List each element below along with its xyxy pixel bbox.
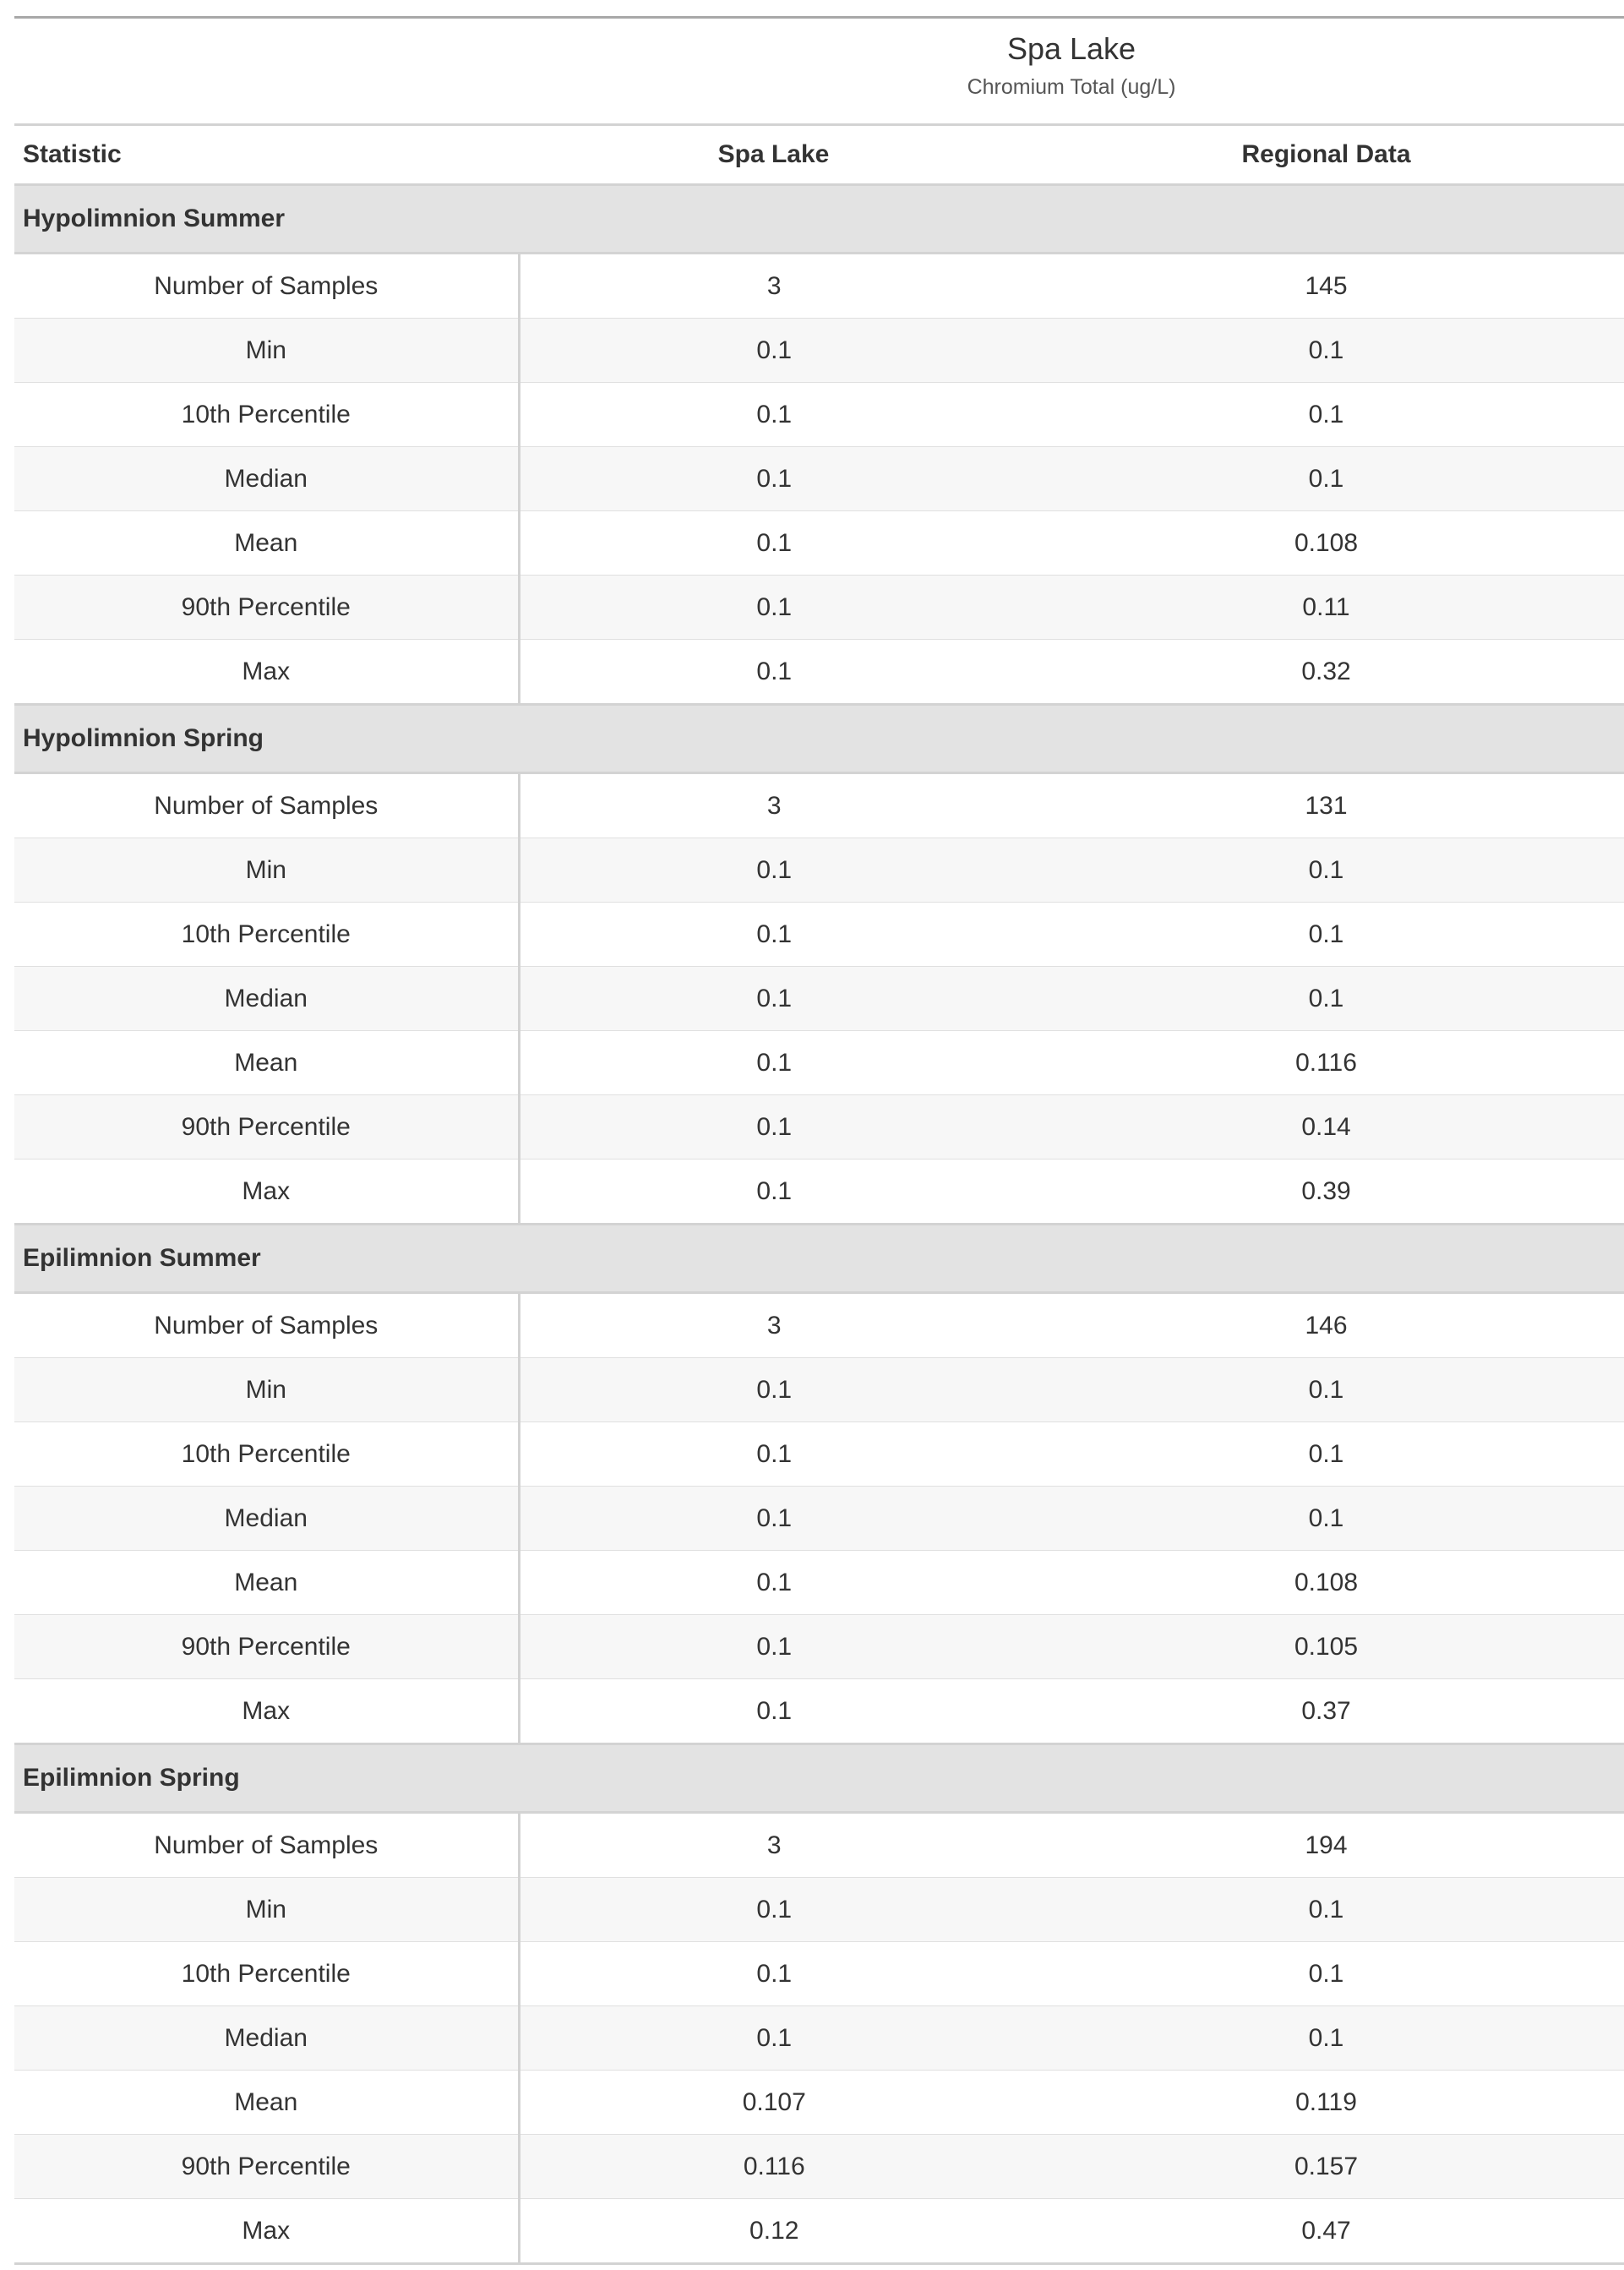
table-row: [14, 1615, 1624, 1679]
group-label: Epilimnion Spring: [14, 1744, 1624, 1813]
group-row: [14, 1225, 1624, 1293]
cell-lake-value: 3: [519, 254, 1028, 319]
cell-lake-value: 3: [519, 1293, 1028, 1358]
cell-statistic: Mean: [14, 1031, 519, 1095]
cell-statistic: 10th Percentile: [14, 1942, 519, 2006]
cell-regional-value: 0.1: [1028, 1422, 1624, 1487]
cell-statistic: 90th Percentile: [14, 1615, 519, 1679]
table-row: [14, 511, 1624, 576]
table-row: [14, 1878, 1624, 1942]
cell-statistic: 10th Percentile: [14, 383, 519, 447]
table-row: [14, 1813, 1624, 1878]
cell-statistic: Number of Samples: [14, 773, 519, 838]
cell-regional-value: 194: [1028, 1813, 1624, 1878]
table-row: [14, 1031, 1624, 1095]
cell-lake-value: 0.1: [519, 2006, 1028, 2071]
table-row: [14, 383, 1624, 447]
cell-lake-value: 0.1: [519, 1615, 1028, 1679]
group-row: [14, 705, 1624, 773]
cell-statistic: Mean: [14, 2071, 519, 2135]
cell-regional-value: 0.32: [1028, 640, 1624, 705]
cell-lake-value: 0.1: [519, 511, 1028, 576]
table-subtitle: Chromium Total (ug/L): [967, 75, 1176, 99]
cell-lake-value: 0.1: [519, 903, 1028, 967]
cell-regional-value: 0.157: [1028, 2135, 1624, 2199]
cell-regional-value: 0.105: [1028, 1615, 1624, 1679]
group-label: Hypolimnion Summer: [14, 185, 1624, 254]
group-row: [14, 185, 1624, 254]
table-row: [14, 903, 1624, 967]
cell-statistic: Mean: [14, 1551, 519, 1615]
cell-regional-value: 0.1: [1028, 1487, 1624, 1551]
table-row: [14, 1679, 1624, 1744]
table-row: [14, 967, 1624, 1031]
cell-regional-value: 145: [1028, 254, 1624, 319]
cell-lake-value: 0.1: [519, 1679, 1028, 1744]
table-row: [14, 576, 1624, 640]
title-spacer: [14, 18, 519, 125]
cell-lake-value: 0.1: [519, 1160, 1028, 1225]
column-header-row: [14, 125, 1624, 185]
cell-lake-value: 0.1: [519, 1878, 1028, 1942]
cell-lake-value: 0.1: [519, 838, 1028, 903]
cell-lake-value: 0.1: [519, 1422, 1028, 1487]
column-header-lake: Spa Lake: [519, 125, 1028, 185]
group-label: Epilimnion Summer: [14, 1225, 1624, 1293]
table-title: Spa Lake: [1006, 31, 1136, 66]
cell-lake-value: 0.1: [519, 447, 1028, 511]
table-row: [14, 1160, 1624, 1225]
cell-statistic: Median: [14, 1487, 519, 1551]
table-row: [14, 640, 1624, 705]
cell-regional-value: 0.1: [1028, 838, 1624, 903]
table-body: [14, 185, 1624, 2264]
cell-lake-value: 3: [519, 773, 1028, 838]
cell-regional-value: 0.108: [1028, 1551, 1624, 1615]
cell-regional-value: 0.39: [1028, 1160, 1624, 1225]
table-row: [14, 319, 1624, 383]
cell-regional-value: 0.108: [1028, 511, 1624, 576]
cell-regional-value: 0.119: [1028, 2071, 1624, 2135]
table-row: [14, 1487, 1624, 1551]
cell-regional-value: 0.14: [1028, 1095, 1624, 1160]
cell-regional-value: 0.1: [1028, 1358, 1624, 1422]
cell-regional-value: 0.1: [1028, 319, 1624, 383]
title-cell: [519, 18, 1624, 125]
cell-statistic: Max: [14, 1679, 519, 1744]
cell-statistic: 10th Percentile: [14, 1422, 519, 1487]
table-row: [14, 2071, 1624, 2135]
cell-statistic: Min: [14, 1878, 519, 1942]
cell-regional-value: 0.116: [1028, 1031, 1624, 1095]
cell-lake-value: 0.1: [519, 1487, 1028, 1551]
cell-statistic: Median: [14, 2006, 519, 2071]
table-row: [14, 2135, 1624, 2199]
cell-statistic: 90th Percentile: [14, 1095, 519, 1160]
table-row: [14, 1293, 1624, 1358]
cell-statistic: 90th Percentile: [14, 576, 519, 640]
cell-regional-value: 0.47: [1028, 2199, 1624, 2264]
group-row: [14, 1744, 1624, 1813]
table-row: [14, 1942, 1624, 2006]
cell-regional-value: 0.1: [1028, 1942, 1624, 2006]
cell-lake-value: 0.1: [519, 1031, 1028, 1095]
cell-lake-value: 0.1: [519, 383, 1028, 447]
cell-statistic: Max: [14, 2199, 519, 2264]
cell-regional-value: 0.1: [1028, 2006, 1624, 2071]
cell-statistic: Min: [14, 838, 519, 903]
cell-statistic: Min: [14, 319, 519, 383]
cell-statistic: Max: [14, 1160, 519, 1225]
cell-lake-value: 0.1: [519, 1358, 1028, 1422]
cell-statistic: Median: [14, 967, 519, 1031]
cell-statistic: Median: [14, 447, 519, 511]
cell-regional-value: 0.37: [1028, 1679, 1624, 1744]
cell-regional-value: 0.1: [1028, 447, 1624, 511]
cell-lake-value: 0.12: [519, 2199, 1028, 2264]
column-header-regional: Regional Data: [1028, 125, 1624, 185]
table-row: [14, 1095, 1624, 1160]
cell-regional-value: 0.1: [1028, 1878, 1624, 1942]
cell-regional-value: 0.11: [1028, 576, 1624, 640]
cell-lake-value: 0.1: [519, 1095, 1028, 1160]
cell-statistic: 90th Percentile: [14, 2135, 519, 2199]
cell-lake-value: 0.1: [519, 576, 1028, 640]
cell-statistic: Min: [14, 1358, 519, 1422]
table-row: [14, 773, 1624, 838]
table-header: [14, 18, 1624, 185]
cell-regional-value: 0.1: [1028, 383, 1624, 447]
cell-statistic: 10th Percentile: [14, 903, 519, 967]
title-row: [14, 18, 1624, 125]
cell-regional-value: 131: [1028, 773, 1624, 838]
cell-statistic: Number of Samples: [14, 1293, 519, 1358]
cell-statistic: Number of Samples: [14, 254, 519, 319]
cell-lake-value: 0.107: [519, 2071, 1028, 2135]
table-row: [14, 1551, 1624, 1615]
group-label: Hypolimnion Spring: [14, 705, 1624, 773]
cell-regional-value: 146: [1028, 1293, 1624, 1358]
table-row: [14, 2199, 1624, 2264]
cell-lake-value: 3: [519, 1813, 1028, 1878]
table-row: [14, 254, 1624, 319]
summary-table-container: [14, 16, 1624, 2265]
cell-statistic: Number of Samples: [14, 1813, 519, 1878]
cell-lake-value: 0.1: [519, 319, 1028, 383]
table-row: [14, 838, 1624, 903]
table-row: [14, 2006, 1624, 2071]
cell-lake-value: 0.1: [519, 1551, 1028, 1615]
cell-lake-value: 0.1: [519, 640, 1028, 705]
cell-lake-value: 0.116: [519, 2135, 1028, 2199]
table-row: [14, 447, 1624, 511]
cell-regional-value: 0.1: [1028, 903, 1624, 967]
cell-regional-value: 0.1: [1028, 967, 1624, 1031]
cell-lake-value: 0.1: [519, 967, 1028, 1031]
table-row: [14, 1422, 1624, 1487]
table-row: [14, 1358, 1624, 1422]
cell-statistic: Max: [14, 640, 519, 705]
cell-statistic: Mean: [14, 511, 519, 576]
cell-lake-value: 0.1: [519, 1942, 1028, 2006]
column-header-statistic: Statistic: [14, 125, 519, 185]
statistics-table: [14, 16, 1624, 2265]
